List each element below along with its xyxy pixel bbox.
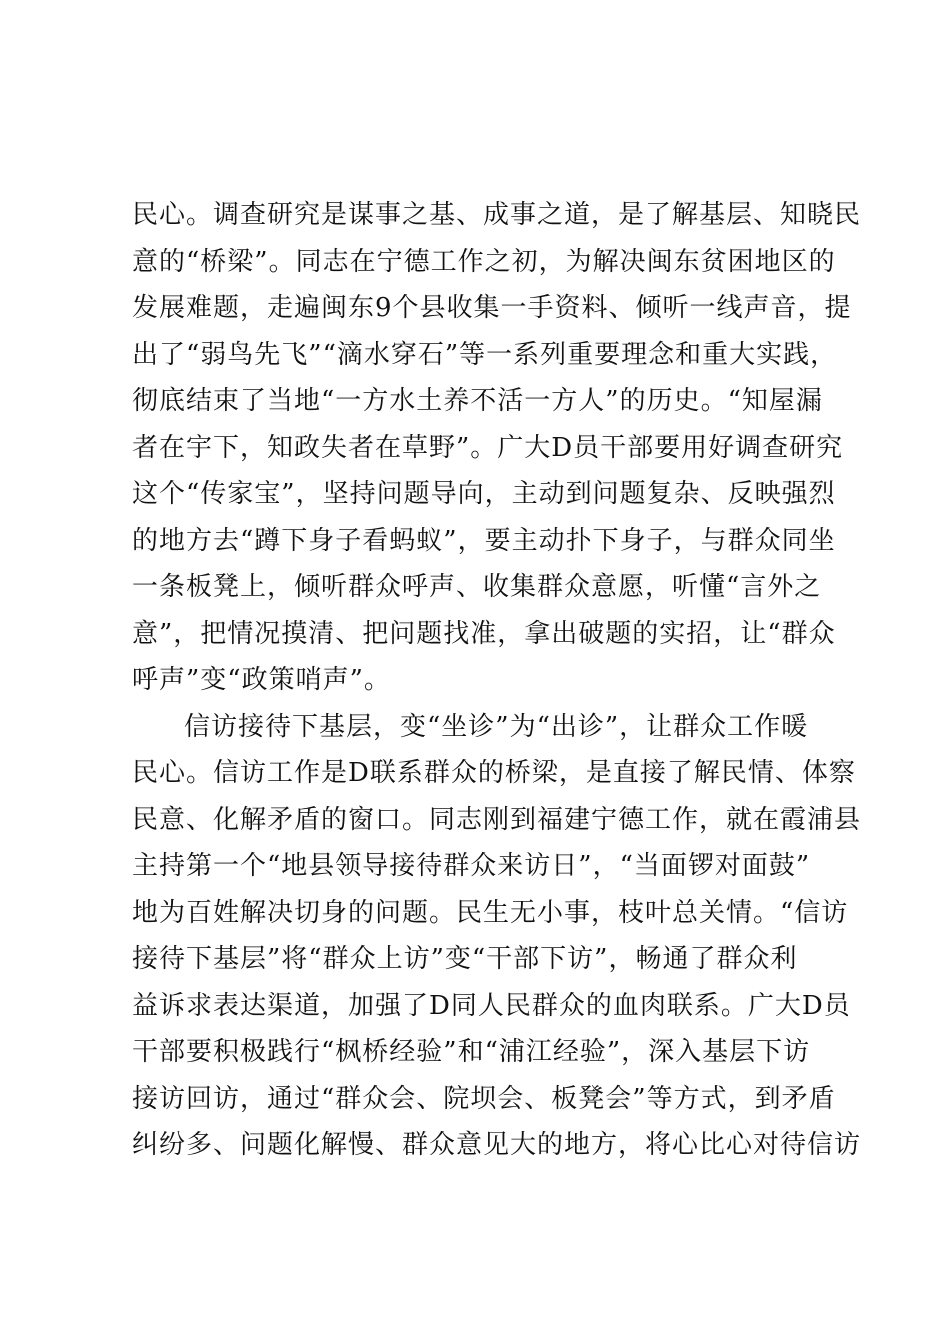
paragraph-line: 出了“弱鸟先飞”“滴水穿石”等一系列重要理念和重大实践， bbox=[132, 339, 838, 370]
paragraph-line: 民心。信访工作是D联系群众的桥梁，是直接了解民情、体察 bbox=[132, 758, 856, 788]
paragraph-line: 彻底结束了当地“一方水土养不活一方人”的历史。“知屋漏 bbox=[132, 386, 823, 416]
paragraph-line: 呼声”变“政策哨声”。 bbox=[132, 665, 391, 695]
paragraph-line: 地为百姓解决切身的问题。民生无小事，枝叶总关情。“信访 bbox=[132, 897, 849, 928]
paragraph-line: 意”，把情况摸清、把问题找准，拿出破题的实招，让“群众 bbox=[132, 618, 836, 649]
body-text bbox=[132, 192, 862, 1169]
paragraph-line: 者在宇下，知政失者在草野”。广大D员干部要用好调查研究 bbox=[132, 432, 844, 463]
paragraph-line: 一条板凳上，倾听群众呼声、收集群众意愿，听懂“言外之 bbox=[132, 572, 822, 602]
paragraph-line: 民心。调查研究是谋事之基、成事之道，是了解基层、知晓民 bbox=[132, 200, 862, 230]
paragraph-line: 主持第一个“地县领导接待群众来访日”，“当面锣对面鼓” bbox=[132, 851, 811, 881]
paragraph-line: 接访回访，通过“群众会、院坝会、板凳会”等方式，到矛盾 bbox=[132, 1083, 836, 1114]
paragraph-line: 的地方去“蹲下身子看蚂蚁”，要主动扑下身子，与群众同坐 bbox=[132, 525, 836, 556]
paragraph-line: 干部要积极践行“枫桥经验”和“浦江经验”，深入基层下访 bbox=[132, 1037, 811, 1067]
paragraph-line: 发展难题，走遍闽东9个县收集一手资料、倾听一线声音，提 bbox=[132, 293, 852, 323]
paragraph-line: 这个“传家宝”，坚持问题导向，主动到问题复杂、反映强烈 bbox=[132, 479, 836, 509]
paragraph-line: 接待下基层”将“群众上访”变“干部下访”，畅通了群众利 bbox=[132, 944, 798, 974]
paragraph-line: 益诉求表达渠道，加强了D同人民群众的血肉联系。广大D员 bbox=[132, 990, 851, 1021]
paragraph-1 bbox=[132, 192, 862, 704]
paragraph-line: 意的“桥梁”。同志在宁德工作之初，为解决闽东贫困地区的 bbox=[132, 246, 836, 277]
paragraph-line: 信访接待下基层，变“坐诊”为“出诊”，让群众工作暖 bbox=[184, 711, 809, 742]
paragraph-2 bbox=[132, 704, 862, 1169]
paragraph-line: 纠纷多、问题化解慢、群众意见大的地方，将心比心对待信访 bbox=[132, 1130, 862, 1160]
paragraph-line: 民意、化解矛盾的窗口。同志刚到福建宁德工作，就在霞浦县 bbox=[132, 804, 862, 835]
